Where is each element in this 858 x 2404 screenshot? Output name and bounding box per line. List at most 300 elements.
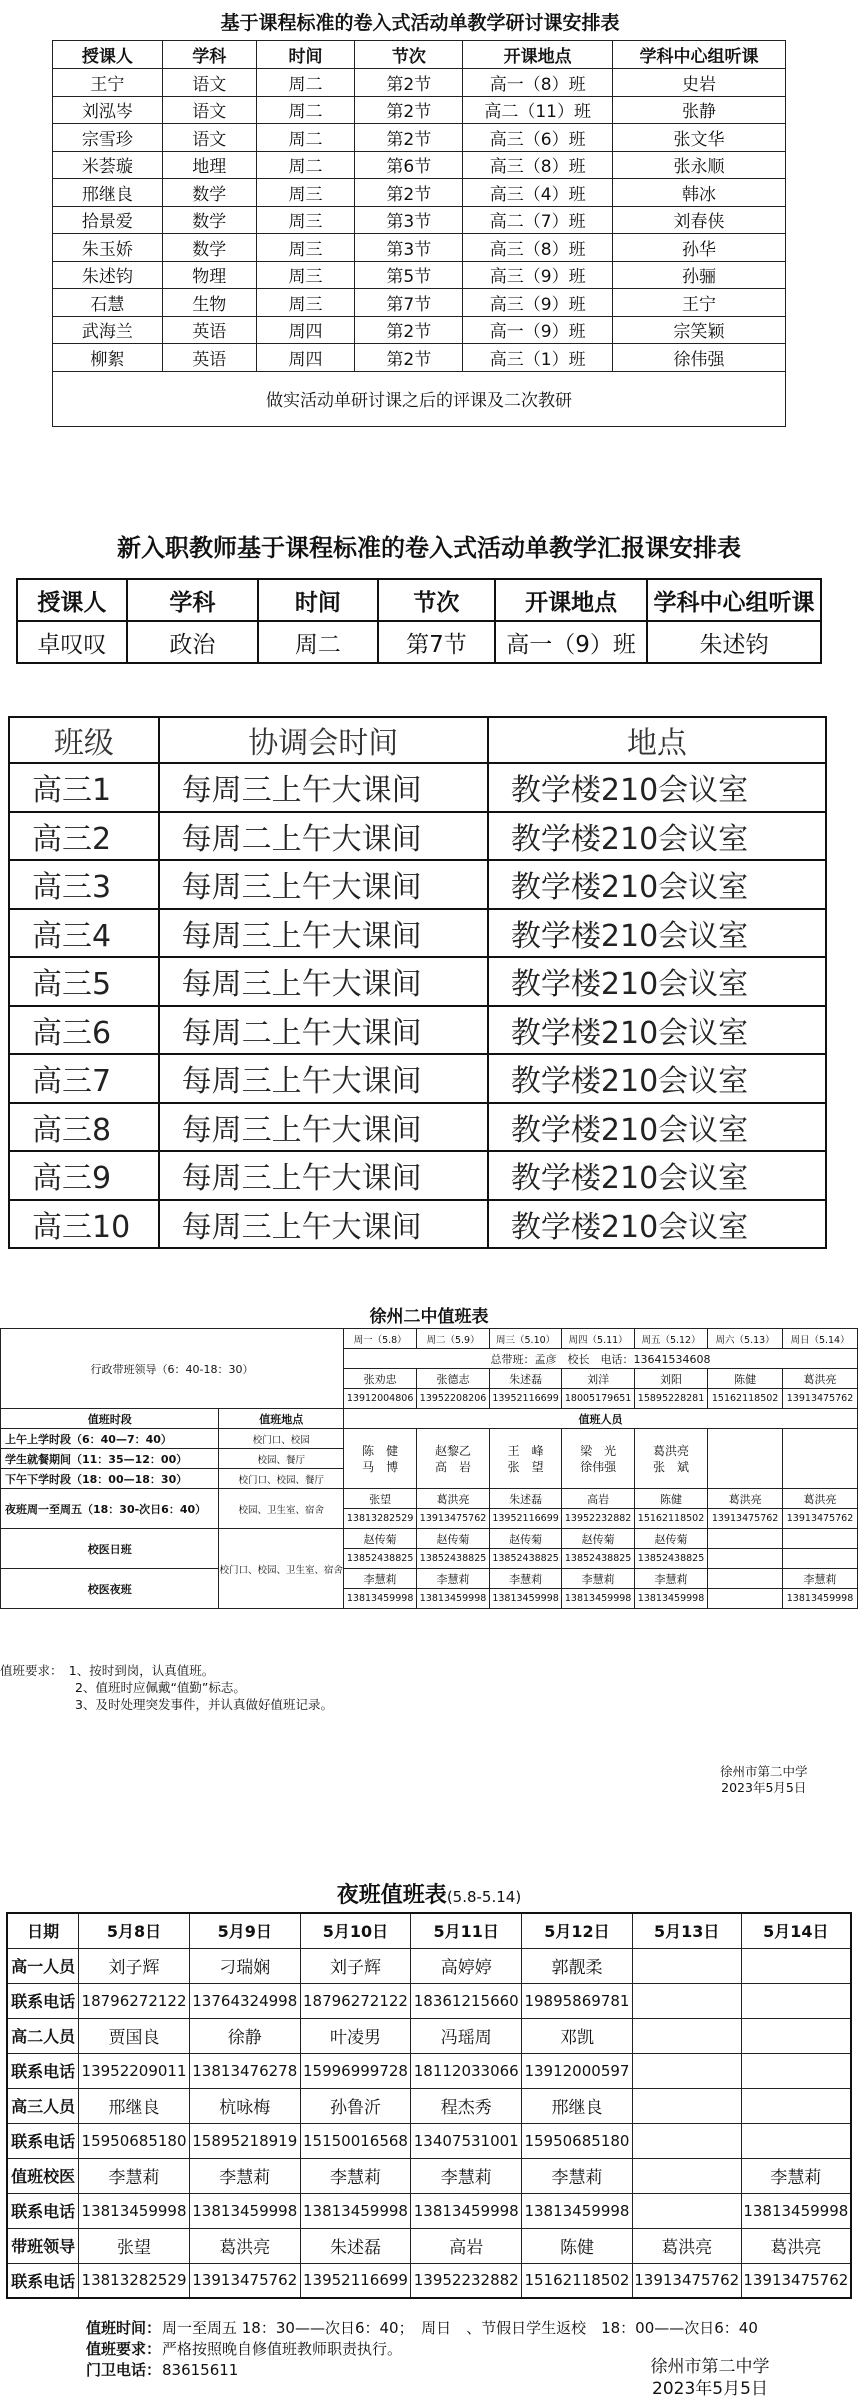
day-doctor-phone: 13852438825 xyxy=(417,1549,490,1569)
header-cell: 学科中心组听课 xyxy=(613,41,786,69)
evening-phone: 13913475762 xyxy=(708,1509,783,1529)
night-doctor-name: 李慧莉 xyxy=(562,1569,635,1589)
table-cell: 米荟璇 xyxy=(53,151,163,179)
table-cell: 周四 xyxy=(256,316,355,344)
table-row xyxy=(9,1200,826,1249)
leader-phone: 13912004806 xyxy=(343,1389,416,1409)
table-cell: 朱述钧 xyxy=(53,261,163,289)
table-cell: 周三 xyxy=(256,261,355,289)
phone-cell xyxy=(741,2053,851,2088)
leader-name: 张劝忠 xyxy=(343,1369,416,1389)
phone-cell: 13813459998 xyxy=(79,2193,190,2228)
table-cell: 拾景爱 xyxy=(53,206,163,234)
medical-place: 校门口、校园、卫生室、宿舍 xyxy=(219,1529,344,1609)
night-doctor-phone: 13813459998 xyxy=(783,1589,858,1609)
staff-name: 陈 健 xyxy=(362,1443,399,1458)
staff-cell xyxy=(343,1429,416,1489)
staff-name: 梁 光 xyxy=(580,1443,617,1458)
table-row xyxy=(9,860,826,909)
leader-phone: 13952208206 xyxy=(417,1389,490,1409)
table-row xyxy=(7,2123,851,2158)
name-cell: 冯瑶周 xyxy=(411,2018,522,2053)
table-cell: 教学楼210会议室 xyxy=(488,909,826,958)
signature-block xyxy=(720,1764,808,1796)
table-cell: 孙骊 xyxy=(613,261,786,289)
table-cell: 高三10 xyxy=(9,1200,159,1249)
table-cell: 每周三上午大课间 xyxy=(159,909,488,958)
staff-cell xyxy=(489,1429,562,1489)
table-cell: 朱述钧 xyxy=(647,621,821,663)
table-cell: 徐伟强 xyxy=(613,344,786,372)
table-row xyxy=(7,1983,851,2018)
day-doctor-name: 赵传菊 xyxy=(417,1529,490,1549)
staff-cell xyxy=(417,1429,490,1489)
day-doctor-phone: 13852438825 xyxy=(562,1549,635,1569)
duty-staff-label: 值班人员 xyxy=(343,1409,857,1429)
staff-name: 张 斌 xyxy=(653,1459,690,1474)
table-cell: 数学 xyxy=(162,206,256,234)
phone-cell: 15895218919 xyxy=(189,2123,300,2158)
table-row xyxy=(9,1054,826,1103)
header-cell: 5月13日 xyxy=(632,1913,741,1948)
table-cell: 高三（8）班 xyxy=(463,151,613,179)
phone-cell: 13913475762 xyxy=(189,2263,300,2298)
table-cell: 周三 xyxy=(256,289,355,317)
table-row xyxy=(53,234,786,262)
table-cell: 第7节 xyxy=(378,621,496,663)
table-cell: 教学楼210会议室 xyxy=(488,763,826,812)
header-cell: 学科中心组听课 xyxy=(647,579,821,621)
table-cell: 数学 xyxy=(162,179,256,207)
table-cell: 韩冰 xyxy=(613,179,786,207)
night-doctor-phone: 13813459998 xyxy=(634,1589,707,1609)
table-row xyxy=(7,2263,851,2298)
place-lunch: 校园、餐厅 xyxy=(219,1449,344,1469)
report-lesson-title: 新入职教师基于课程标准的卷入式活动单教学汇报课安排表 xyxy=(117,534,741,562)
leader-name: 刘阳 xyxy=(634,1369,707,1389)
table-cell: 高三2 xyxy=(9,812,159,861)
table-cell: 高三（6）班 xyxy=(463,124,613,152)
night-doctor-label: 校医夜班 xyxy=(1,1569,219,1609)
evening-name: 朱述磊 xyxy=(489,1489,562,1509)
table-cell: 第2节 xyxy=(355,316,463,344)
research-lesson-table xyxy=(52,40,786,427)
duty-roster-table xyxy=(0,1328,858,1609)
table-row xyxy=(7,2018,851,2053)
table-cell: 柳絮 xyxy=(53,344,163,372)
day-doctor-name: 赵传菊 xyxy=(634,1529,707,1549)
table-cell: 教学楼210会议室 xyxy=(488,1006,826,1055)
table-row xyxy=(7,2193,851,2228)
table-cell: 周三 xyxy=(256,234,355,262)
phone-cell xyxy=(632,2053,741,2088)
phone-cell: 18112033066 xyxy=(411,2053,522,2088)
table-cell: 物理 xyxy=(162,261,256,289)
table-cell: 第3节 xyxy=(355,234,463,262)
table-cell: 石慧 xyxy=(53,289,163,317)
day-cell: 周二（5.9） xyxy=(417,1329,490,1349)
duty-roster-section xyxy=(0,1290,858,1795)
table-cell: 语文 xyxy=(162,69,256,97)
table-cell: 每周三上午大课间 xyxy=(159,1054,488,1103)
name-cell xyxy=(632,2018,741,2053)
staff-name: 赵黎乙 xyxy=(435,1443,472,1458)
row-label: 联系电话 xyxy=(7,2193,79,2228)
night-doctor-name: 李慧莉 xyxy=(489,1569,562,1589)
night-doctor-phone: 13813459998 xyxy=(343,1589,416,1609)
table-cell: 朱玉娇 xyxy=(53,234,163,262)
table-cell: 高三（1）班 xyxy=(463,344,613,372)
name-cell: 刁瑞娴 xyxy=(189,1948,300,1983)
phone-cell: 13813459998 xyxy=(189,2193,300,2228)
evening-phone: 13813282529 xyxy=(343,1509,416,1529)
name-cell: 刘子辉 xyxy=(300,1948,411,1983)
table-row xyxy=(53,96,786,124)
evening-phone: 13952232882 xyxy=(562,1509,635,1529)
phone-cell: 15162118502 xyxy=(522,2263,633,2298)
day-cell: 周三（5.10） xyxy=(489,1329,562,1349)
place-morning: 校门口、校园 xyxy=(219,1429,344,1449)
name-cell: 杭咏梅 xyxy=(189,2088,300,2123)
header-cell: 授课人 xyxy=(53,41,163,69)
night-doctor-name xyxy=(708,1569,783,1589)
name-cell: 葛洪亮 xyxy=(741,2228,851,2263)
phone-cell: 13952209011 xyxy=(79,2053,190,2088)
table-cell: 卓叹叹 xyxy=(17,621,127,663)
table-cell: 周二 xyxy=(256,151,355,179)
day-cell: 周一（5.8） xyxy=(343,1329,416,1349)
evening-name: 葛洪亮 xyxy=(417,1489,490,1509)
header-cell: 开课地点 xyxy=(495,579,647,621)
table-cell: 语文 xyxy=(162,124,256,152)
name-cell: 陈健 xyxy=(522,2228,633,2263)
table-cell: 高三（9）班 xyxy=(463,289,613,317)
day-doctor-row xyxy=(1,1529,858,1549)
phone-cell: 13813459998 xyxy=(411,2193,522,2228)
table-cell: 每周三上午大课间 xyxy=(159,957,488,1006)
phone-cell: 13913475762 xyxy=(741,2263,851,2298)
night-doctor-name: 李慧莉 xyxy=(634,1569,707,1589)
table-cell: 每周二上午大课间 xyxy=(159,1006,488,1055)
table-cell: 每周三上午大课间 xyxy=(159,1103,488,1152)
table-cell: 第2节 xyxy=(355,124,463,152)
night-doctor-phone xyxy=(708,1589,783,1609)
row-label: 高三人员 xyxy=(7,2088,79,2123)
row-label: 联系电话 xyxy=(7,2053,79,2088)
table-row xyxy=(9,1151,826,1200)
table-row xyxy=(53,206,786,234)
night-doctor-phone: 13813459998 xyxy=(562,1589,635,1609)
night-doctor-row xyxy=(1,1569,858,1589)
name-cell: 葛洪亮 xyxy=(632,2228,741,2263)
table-cell: 生物 xyxy=(162,289,256,317)
header-cell: 授课人 xyxy=(17,579,127,621)
evening-name: 葛洪亮 xyxy=(708,1489,783,1509)
table-cell: 刘春侠 xyxy=(613,206,786,234)
table-cell: 张文华 xyxy=(613,124,786,152)
time-slot-lunch: 学生就餐期间（11：35—12：00） xyxy=(1,1449,219,1469)
table-cell: 第3节 xyxy=(355,206,463,234)
table-cell: 高一（9）班 xyxy=(495,621,647,663)
phone-cell: 13764324998 xyxy=(189,1983,300,2018)
name-cell: 李慧莉 xyxy=(300,2158,411,2193)
table-cell: 第2节 xyxy=(355,344,463,372)
table-cell: 每周二上午大课间 xyxy=(159,812,488,861)
phone-cell: 15950685180 xyxy=(522,2123,633,2158)
duty-time-note: 周一至周五 18：30——次日6：40； 周日 、节假日学生返校 18：00——次日6：40 xyxy=(162,2319,758,2337)
signature-block xyxy=(640,2356,780,2400)
table-cell: 每周三上午大课间 xyxy=(159,1151,488,1200)
chief-leader: 总带班：孟彦 校长 电话：13641534608 xyxy=(343,1349,857,1369)
table-header-row xyxy=(53,41,786,69)
sign-date: 2023年5月5日 xyxy=(721,1780,807,1795)
staff-name: 徐伟强 xyxy=(580,1459,617,1474)
table-cell: 地理 xyxy=(162,151,256,179)
duty-roster-title: 徐州二中值班表 xyxy=(369,1307,489,1327)
table-cell: 周三 xyxy=(256,206,355,234)
phone-cell xyxy=(741,1983,851,2018)
duty-requirement-note: 严格按照晚自修值班教师职责执行。 xyxy=(162,2340,403,2358)
header-cell: 5月14日 xyxy=(741,1913,851,1948)
table-cell: 高一（9）班 xyxy=(463,316,613,344)
table-row xyxy=(7,2158,851,2193)
requirement-line: 2、值班时应佩戴“值勤”标志。 xyxy=(0,1680,246,1695)
requirement-line: 值班要求： 1、按时到岗，认真值班。 xyxy=(0,1663,215,1678)
row-label: 值班校医 xyxy=(7,2158,79,2193)
phone-cell: 13813476278 xyxy=(189,2053,300,2088)
staff-name: 葛洪亮 xyxy=(653,1443,690,1458)
evening-name: 葛洪亮 xyxy=(783,1489,858,1509)
days-row xyxy=(1,1329,858,1349)
evening-name: 张望 xyxy=(343,1489,416,1509)
table-row xyxy=(7,2053,851,2088)
staff-name: 张 望 xyxy=(507,1459,544,1474)
table-cell: 张永顺 xyxy=(613,151,786,179)
header-cell: 协调会时间 xyxy=(159,717,488,763)
phone-cell: 13952116699 xyxy=(300,2263,411,2298)
table-row xyxy=(53,316,786,344)
header-cell: 日期 xyxy=(7,1913,79,1948)
phone-cell: 13813459998 xyxy=(522,2193,633,2228)
coordination-meeting-section xyxy=(0,716,858,1256)
leader-phone: 18005179651 xyxy=(562,1389,635,1409)
place-evening: 校门口、校园、餐厅 xyxy=(219,1469,344,1489)
name-cell: 张望 xyxy=(79,2228,190,2263)
name-cell xyxy=(741,2088,851,2123)
header-cell: 节次 xyxy=(355,41,463,69)
phone-cell: 13813459998 xyxy=(300,2193,411,2228)
header-cell: 开课地点 xyxy=(463,41,613,69)
school-name: 徐州市第二中学 xyxy=(720,1764,808,1779)
evening-phone: 15162118502 xyxy=(634,1509,707,1529)
header-cell: 时间 xyxy=(256,41,355,69)
duty-place-label: 值班地点 xyxy=(219,1409,344,1429)
staff-name: 马 博 xyxy=(362,1459,399,1474)
night-doctor-name: 李慧莉 xyxy=(417,1569,490,1589)
table-cell: 周二 xyxy=(256,69,355,97)
table-cell: 教学楼210会议室 xyxy=(488,812,826,861)
requirement-line: 3、及时处理突发事件，并认真做好值班记录。 xyxy=(0,1697,333,1712)
night-shift-table xyxy=(6,1912,852,2299)
leader-name: 陈健 xyxy=(708,1369,783,1389)
name-cell xyxy=(632,2088,741,2123)
name-cell: 邓凯 xyxy=(522,2018,633,2053)
table-cell: 第7节 xyxy=(355,289,463,317)
title-date-range: (5.8-5.14) xyxy=(446,1888,522,1906)
leader-phone: 15162118502 xyxy=(708,1389,783,1409)
name-cell: 李慧莉 xyxy=(411,2158,522,2193)
night-shift-title: 夜班值班表(5.8-5.14) xyxy=(336,1883,522,1908)
research-lesson-section xyxy=(0,0,858,430)
evening-phone: 13952116699 xyxy=(489,1509,562,1529)
table-row xyxy=(9,1103,826,1152)
table-cell: 高三7 xyxy=(9,1054,159,1103)
header-cell: 学科 xyxy=(127,579,258,621)
phone-cell xyxy=(632,2193,741,2228)
table-cell: 每周三上午大课间 xyxy=(159,1200,488,1249)
phone-cell xyxy=(632,1983,741,2018)
phone-cell: 13952232882 xyxy=(411,2263,522,2298)
report-lesson-table xyxy=(16,578,822,664)
day-cell: 周六（5.13） xyxy=(708,1329,783,1349)
day-doctor-phone: 13852438825 xyxy=(343,1549,416,1569)
table-header-row xyxy=(9,717,826,763)
staff-name: 高 岩 xyxy=(435,1459,472,1474)
evening-names-row xyxy=(1,1489,858,1509)
phone-cell: 13912000597 xyxy=(522,2053,633,2088)
report-lesson-section xyxy=(0,520,858,670)
leader-phone: 13913475762 xyxy=(783,1389,858,1409)
time-slot-morning: 上午上学时段（6：40—7：40） xyxy=(1,1429,219,1449)
table-cell: 高一（8）班 xyxy=(463,69,613,97)
name-cell: 李慧莉 xyxy=(741,2158,851,2193)
phone-cell: 15950685180 xyxy=(79,2123,190,2158)
table-cell: 周二 xyxy=(256,124,355,152)
table-row xyxy=(53,69,786,97)
leader-phone: 13952116699 xyxy=(489,1389,562,1409)
table-cell: 史岩 xyxy=(613,69,786,97)
table-cell: 王宁 xyxy=(53,69,163,97)
table-cell: 英语 xyxy=(162,316,256,344)
name-cell: 刘子辉 xyxy=(79,1948,190,1983)
admin-leader-label: 行政带班领导（6：40-18：30） xyxy=(1,1329,344,1409)
row-label: 带班领导 xyxy=(7,2228,79,2263)
table-row xyxy=(9,957,826,1006)
table-row xyxy=(7,1948,851,1983)
table-cell: 邢继良 xyxy=(53,179,163,207)
header-cell: 班级 xyxy=(9,717,159,763)
table-row xyxy=(7,2088,851,2123)
table-cell: 张静 xyxy=(613,96,786,124)
name-cell: 邢继良 xyxy=(522,2088,633,2123)
table-cell: 高三8 xyxy=(9,1103,159,1152)
table-cell: 周四 xyxy=(256,344,355,372)
day-doctor-phone: 13852438825 xyxy=(634,1549,707,1569)
table-row xyxy=(9,812,826,861)
row-label: 联系电话 xyxy=(7,2123,79,2158)
name-cell: 李慧莉 xyxy=(79,2158,190,2193)
leader-name: 张德志 xyxy=(417,1369,490,1389)
table-cell: 每周三上午大课间 xyxy=(159,763,488,812)
table-row xyxy=(9,909,826,958)
leader-name: 葛洪亮 xyxy=(783,1369,858,1389)
research-lesson-footer: 做实活动单研讨课之后的评课及二次教研 xyxy=(53,371,786,426)
table-row xyxy=(53,344,786,372)
evening-shift-label: 夜班周一至周五（18：30-次日6：40） xyxy=(1,1489,219,1529)
night-doctor-name: 李慧莉 xyxy=(343,1569,416,1589)
leader-name: 朱述磊 xyxy=(489,1369,562,1389)
table-cell: 高三（8）班 xyxy=(463,234,613,262)
phone-cell: 13407531001 xyxy=(411,2123,522,2158)
night-doctor-phone: 13813459998 xyxy=(489,1589,562,1609)
name-cell: 朱述磊 xyxy=(300,2228,411,2263)
table-cell: 第2节 xyxy=(355,179,463,207)
name-cell: 葛洪亮 xyxy=(189,2228,300,2263)
header-cell: 节次 xyxy=(378,579,496,621)
phone-cell: 18796272122 xyxy=(300,1983,411,2018)
table-cell: 第6节 xyxy=(355,151,463,179)
name-cell xyxy=(632,1948,741,1983)
table-cell: 政治 xyxy=(127,621,258,663)
name-cell: 贾国良 xyxy=(79,2018,190,2053)
name-cell: 李慧莉 xyxy=(189,2158,300,2193)
leader-phone: 15895228281 xyxy=(634,1389,707,1409)
name-cell: 李慧莉 xyxy=(522,2158,633,2193)
phone-cell: 15996999728 xyxy=(300,2053,411,2088)
name-cell: 邢继良 xyxy=(79,2088,190,2123)
table-row xyxy=(53,289,786,317)
name-cell: 高岩 xyxy=(411,2228,522,2263)
table-row xyxy=(17,621,821,663)
coordination-meeting-table xyxy=(8,716,827,1249)
table-row xyxy=(9,763,826,812)
table-cell: 教学楼210会议室 xyxy=(488,1054,826,1103)
table-cell: 宗笑颖 xyxy=(613,316,786,344)
staff-name: 王 峰 xyxy=(507,1443,544,1458)
phone-cell xyxy=(741,2123,851,2158)
phone-cell: 13813282529 xyxy=(79,2263,190,2298)
name-cell: 高婷婷 xyxy=(411,1948,522,1983)
header-cell: 学科 xyxy=(162,41,256,69)
table-cell: 第5节 xyxy=(355,261,463,289)
table-header-row xyxy=(17,579,821,621)
row-label: 联系电话 xyxy=(7,1983,79,2018)
table-cell: 宗雪珍 xyxy=(53,124,163,152)
name-cell: 程杰秀 xyxy=(411,2088,522,2123)
table-header-row xyxy=(7,1913,851,1948)
table-cell: 高二（7）班 xyxy=(463,206,613,234)
row-label: 高一人员 xyxy=(7,1948,79,1983)
table-cell: 第2节 xyxy=(355,69,463,97)
name-cell xyxy=(741,1948,851,1983)
table-row xyxy=(7,2228,851,2263)
evening-phone: 13913475762 xyxy=(783,1509,858,1529)
name-cell: 孙鲁沂 xyxy=(300,2088,411,2123)
table-row xyxy=(53,179,786,207)
table-cell: 教学楼210会议室 xyxy=(488,860,826,909)
table-cell: 教学楼210会议室 xyxy=(488,1200,826,1249)
staff-cell xyxy=(634,1429,707,1489)
day-cell: 周四（5.11） xyxy=(562,1329,635,1349)
evening-name: 高岩 xyxy=(562,1489,635,1509)
table-cell: 高三4 xyxy=(9,909,159,958)
name-cell xyxy=(741,2018,851,2053)
table-cell: 数学 xyxy=(162,234,256,262)
night-shift-notes: 值班时间：周一至周五 18：30——次日6：40； 周日 、节假日学生返校 18：00——次日6：40 值班要求：严格按照晚自修值班教师职责执行。 门卫电话：83615611 xyxy=(86,2319,758,2379)
table-cell: 周二 xyxy=(256,96,355,124)
table-cell: 高三（9）班 xyxy=(463,261,613,289)
header-cell: 5月9日 xyxy=(189,1913,300,1948)
